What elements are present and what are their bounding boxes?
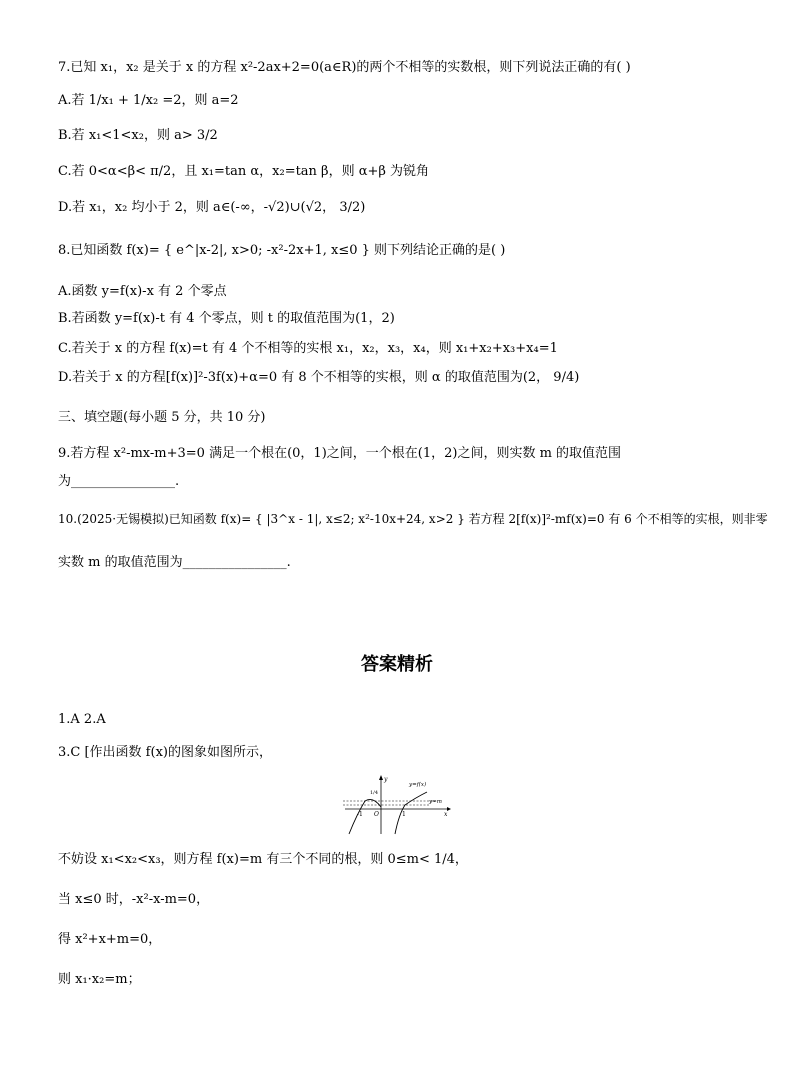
q9-line2: 为________________. bbox=[58, 474, 180, 489]
line-label: y=m bbox=[429, 799, 442, 805]
answer-line-6: 则 x₁·x₂=m； bbox=[58, 972, 141, 987]
q8-option-d: D.若关于 x 的方程[f(x)]²-3f(x)+α=0 有 8 个不相等的实根，则 α 的取值范围为(2， 9/4) bbox=[58, 370, 580, 385]
q8-stem: 8.已知函数 f(x)= { e^|x-2|, x>0; -x²-2x+1, x≤0 } 则下列结论正确的是( ) bbox=[58, 243, 506, 258]
q7-option-c: C.若 0<α<β< π/2，且 x₁=tan α，x₂=tan β，则 α+β 为锐角 bbox=[58, 164, 430, 179]
function-graph-figure bbox=[343, 774, 451, 836]
q7-stem: 7.已知 x₁，x₂ 是关于 x 的方程 x²-2ax+2=0(a∈R)的两个不相等的实数根，则下列说法正确的有( ) bbox=[58, 60, 631, 75]
y-label: y bbox=[384, 776, 388, 783]
section-heading: 三、填空题(每小题 5 分，共 10 分) bbox=[58, 410, 266, 425]
x-label: x bbox=[444, 811, 448, 818]
answers-title: 答案精析 bbox=[361, 654, 433, 675]
curve-label: y=f(x) bbox=[409, 782, 427, 788]
neg-one-label: -1 bbox=[357, 811, 363, 818]
q7-option-b: B.若 x₁<1<x₂，则 a> 3/2 bbox=[58, 128, 218, 143]
q8-option-a: A.函数 y=f(x)-x 有 2 个零点 bbox=[58, 284, 227, 299]
answer-line-3: 不妨设 x₁<x₂<x₃，则方程 f(x)=m 有三个不同的根，则 0≤m< 1/4， bbox=[58, 852, 468, 867]
q10-line1: 10.(2025·无锡模拟)已知函数 f(x)= { |3^x - 1|, x≤2; x²-10x+24, x>2 } 若方程 2[f(x)]²-mf(x)=0 有 6 个不相等的实根，则非零 bbox=[58, 512, 768, 526]
x-axis-arrow bbox=[447, 807, 451, 811]
q10-line2: 实数 m 的取值范围为________________. bbox=[58, 555, 291, 570]
answer-line-5: 得 x²+x+m=0， bbox=[58, 932, 162, 947]
one-label: 1 bbox=[402, 811, 406, 818]
q7-option-a: A.若 1/x₁ + 1/x₂ =2，则 a=2 bbox=[58, 93, 239, 108]
q7-option-d: D.若 x₁，x₂ 均小于 2，则 a∈(-∞，-√2)∪(√2， 3/2) bbox=[58, 200, 366, 215]
answer-line-1: 1.A 2.A bbox=[58, 712, 106, 727]
answer-line-4: 当 x≤0 时，-x²-x-m=0， bbox=[58, 892, 210, 907]
origin-label: O bbox=[374, 811, 379, 818]
q9-line1: 9.若方程 x²-mx-m+3=0 满足一个根在(0，1)之间，一个根在(1，2)之间，则实数 m 的取值范围 bbox=[58, 446, 622, 461]
y-axis-arrow bbox=[379, 775, 383, 780]
right-branch bbox=[395, 792, 427, 834]
q8-option-b: B.若函数 y=f(x)-t 有 4 个零点，则 t 的取值范围为(1，2) bbox=[58, 311, 395, 326]
answer-line-2: 3.C [作出函数 f(x)的图象如图所示， bbox=[58, 745, 272, 760]
q8-option-c: C.若关于 x 的方程 f(x)=t 有 4 个不相等的实根 x₁，x₂，x₃，x₄，则 x₁+x₂+x₃+x₄=1 bbox=[58, 341, 558, 356]
quarter-label: 1/4 bbox=[370, 790, 379, 796]
